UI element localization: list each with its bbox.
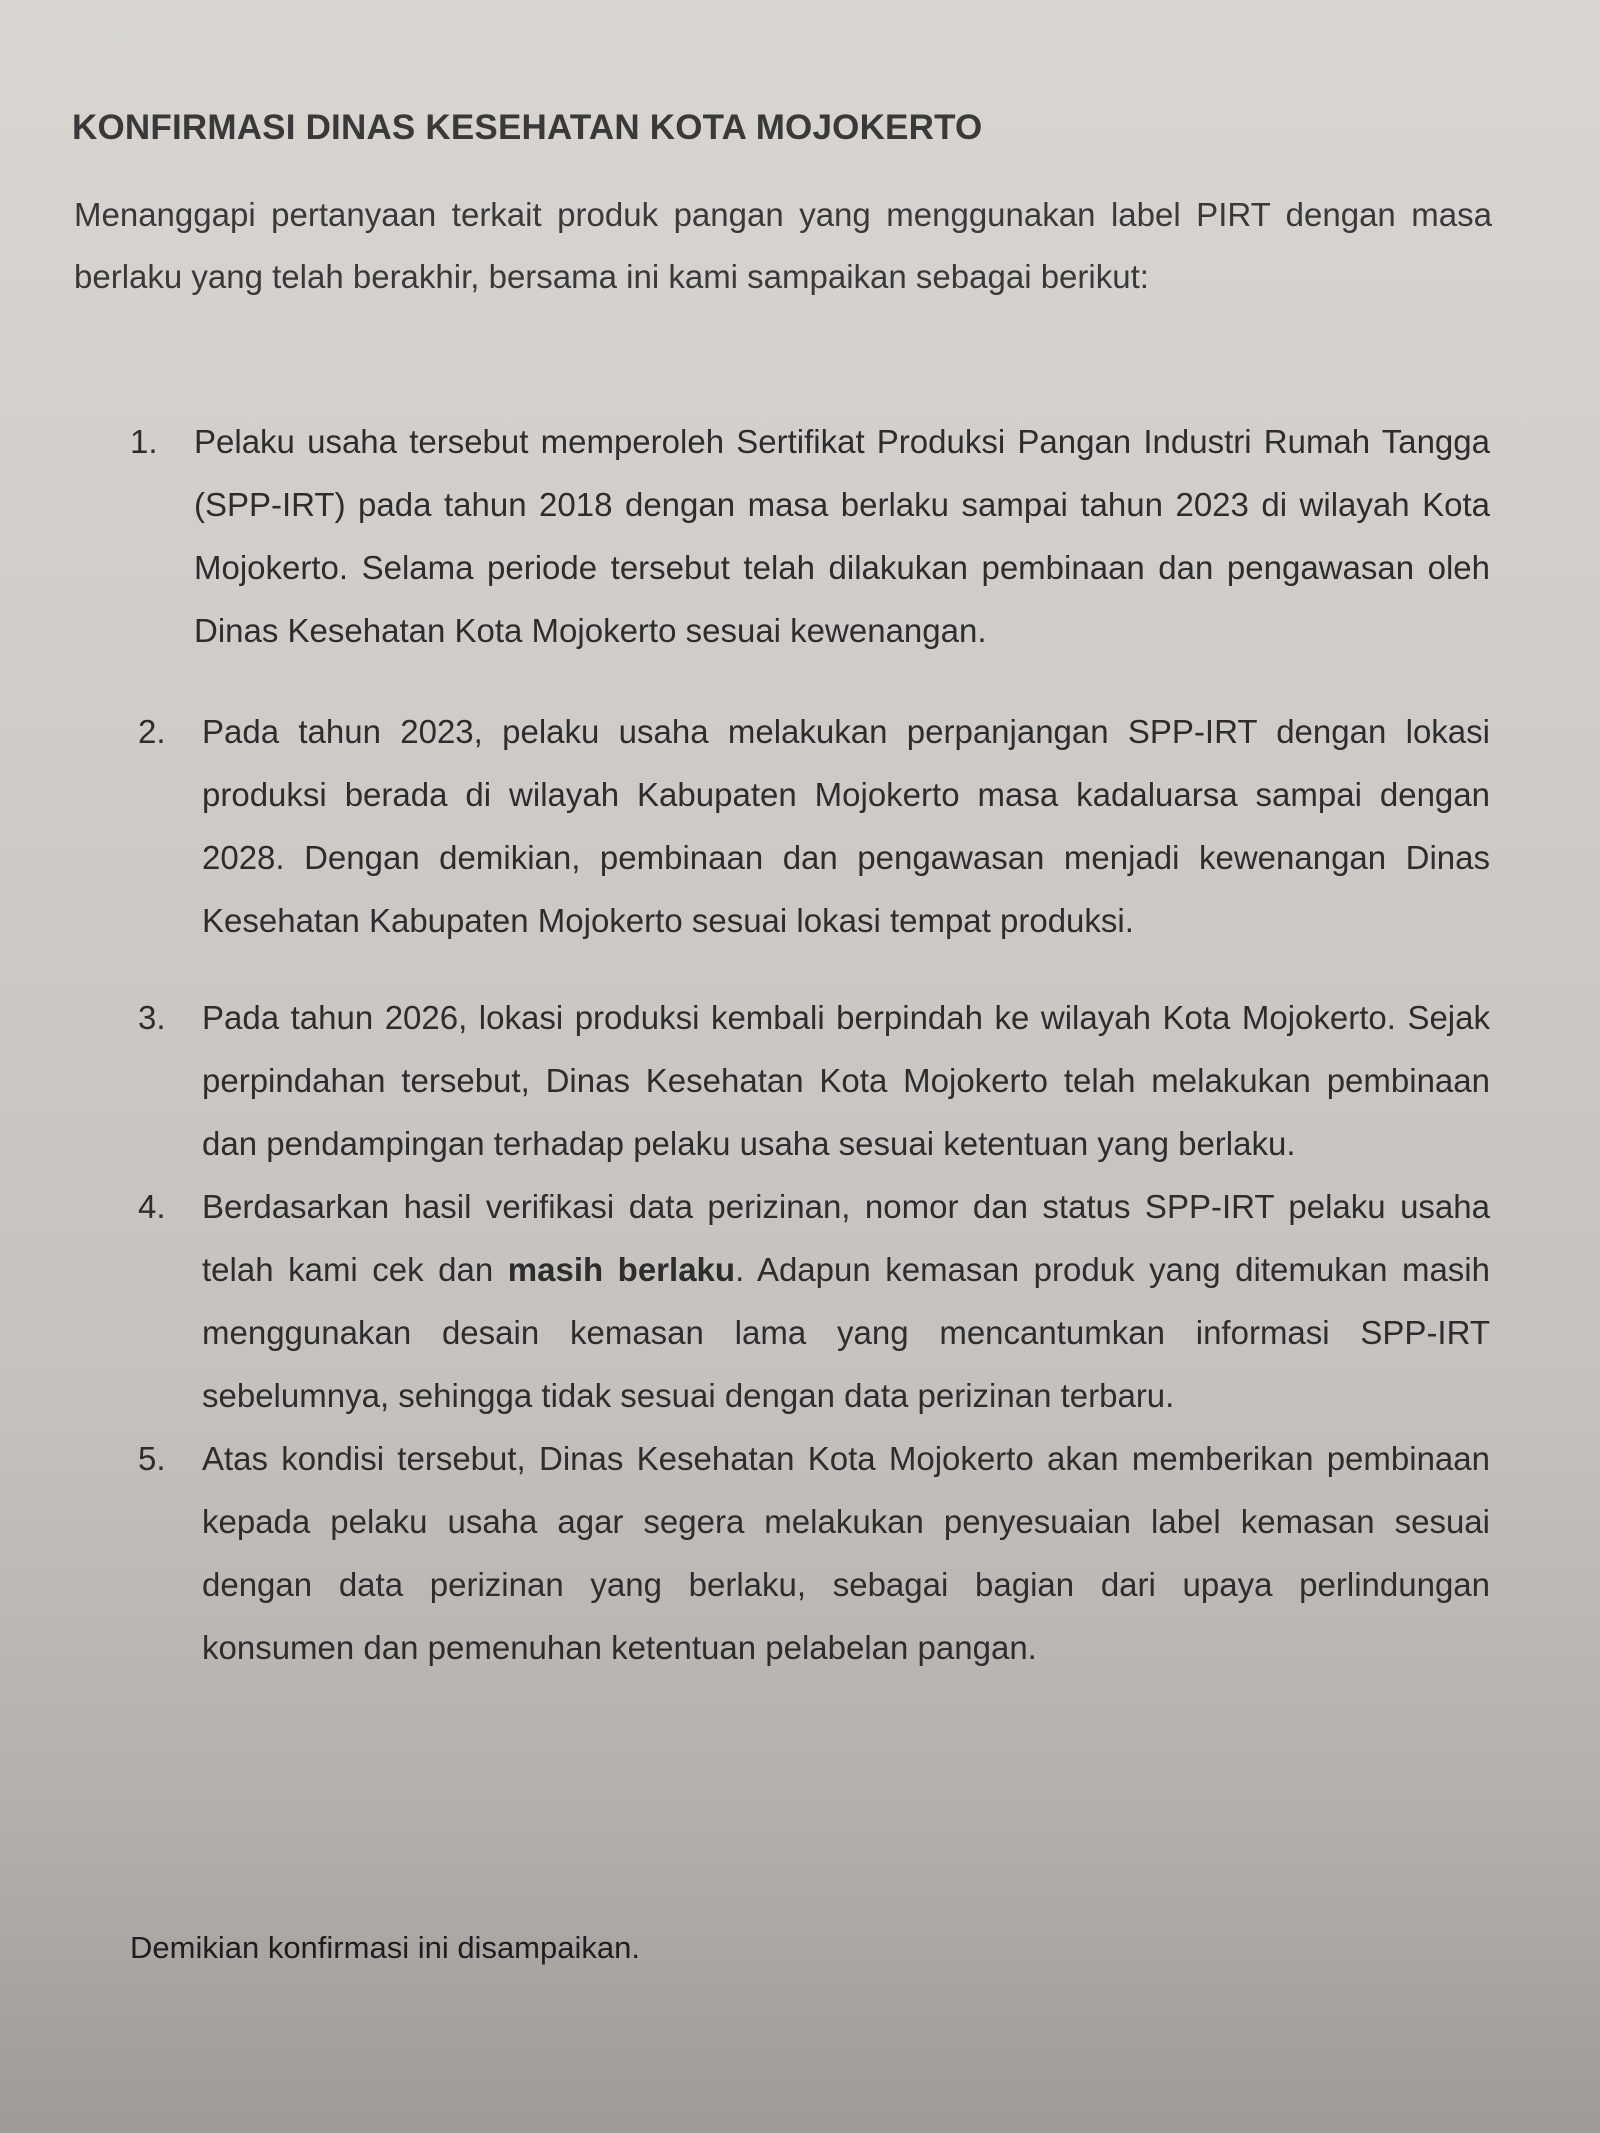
list-item bbox=[130, 410, 1490, 662]
list-item bbox=[130, 1427, 1490, 1679]
emphasis-text: masih berlaku bbox=[507, 1251, 736, 1288]
list-item-number: 2. bbox=[138, 713, 166, 750]
list-item-text-part: . Adapun kemasan produk yang ditemukan masih menggunakan desain kemasan lama yang mencantumkan informasi SPP-IRT sebelumnya, sehingga tidak sesuai dengan data perizinan terbaru. bbox=[202, 1251, 1490, 1414]
list-item-text bbox=[202, 1175, 1490, 1427]
list-item bbox=[130, 1175, 1490, 1427]
numbered-list bbox=[130, 410, 1490, 1679]
intro-paragraph: Menanggapi pertanyaan terkait produk pangan yang menggunakan label PIRT dengan masa berlaku yang telah berakhir, bersama ini kami sampaikan sebagai berikut: bbox=[74, 196, 1492, 295]
list-item-text: Atas kondisi tersebut, Dinas Kesehatan Kota Mojokerto akan memberikan pembinaan kepada pelaku usaha agar segera melakukan penyesuaian label kemasan sesuai dengan data perizinan yang berlaku, sebagai bagian dari upaya perlindungan konsumen dan pemenuhan ketentuan pelabelan pangan. bbox=[202, 1440, 1490, 1666]
list-item-number: 4. bbox=[138, 1188, 166, 1225]
document-title: KONFIRMASI DINAS KESEHATAN KOTA MOJOKERTO bbox=[72, 108, 983, 147]
list-item-text-part: Berdasarkan hasil verifikasi data perizinan, nomor dan status SPP-IRT pelaku usaha telah kami cek dan bbox=[202, 1188, 1490, 1288]
list-item-text: Pada tahun 2026, lokasi produksi kembali berpindah ke wilayah Kota Mojokerto. Sejak perpindahan tersebut, Dinas Kesehatan Kota Mojokerto telah melakukan pembinaan dan pendampingan terhadap pelaku usaha sesuai ketentuan yang berlaku. bbox=[202, 999, 1490, 1162]
list-item-number: 3. bbox=[138, 999, 166, 1036]
list-item bbox=[130, 700, 1490, 952]
list-item-text: Pelaku usaha tersebut memperoleh Sertifikat Produksi Pangan Industri Rumah Tangga (SPP-IRT) pada tahun 2018 dengan masa berlaku sampai tahun 2023 di wilayah Kota Mojokerto. Selama periode tersebut telah dilakukan pembinaan dan pengawasan oleh Dinas Kesehatan Kota Mojokerto sesuai kewenangan. bbox=[194, 423, 1490, 649]
closing-statement: Demikian konfirmasi ini disampaikan. bbox=[130, 1930, 640, 1965]
list-item-number: 1. bbox=[130, 423, 158, 460]
list-item bbox=[130, 986, 1490, 1175]
list-item-number: 5. bbox=[138, 1440, 166, 1477]
list-item-text: Pada tahun 2023, pelaku usaha melakukan perpanjangan SPP-IRT dengan lokasi produksi berada di wilayah Kabupaten Mojokerto masa kadaluarsa sampai dengan 2028. Dengan demikian, pembinaan dan pengawasan menjadi kewenangan Dinas Kesehatan Kabupaten Mojokerto sesuai lokasi tempat produksi. bbox=[202, 713, 1490, 939]
